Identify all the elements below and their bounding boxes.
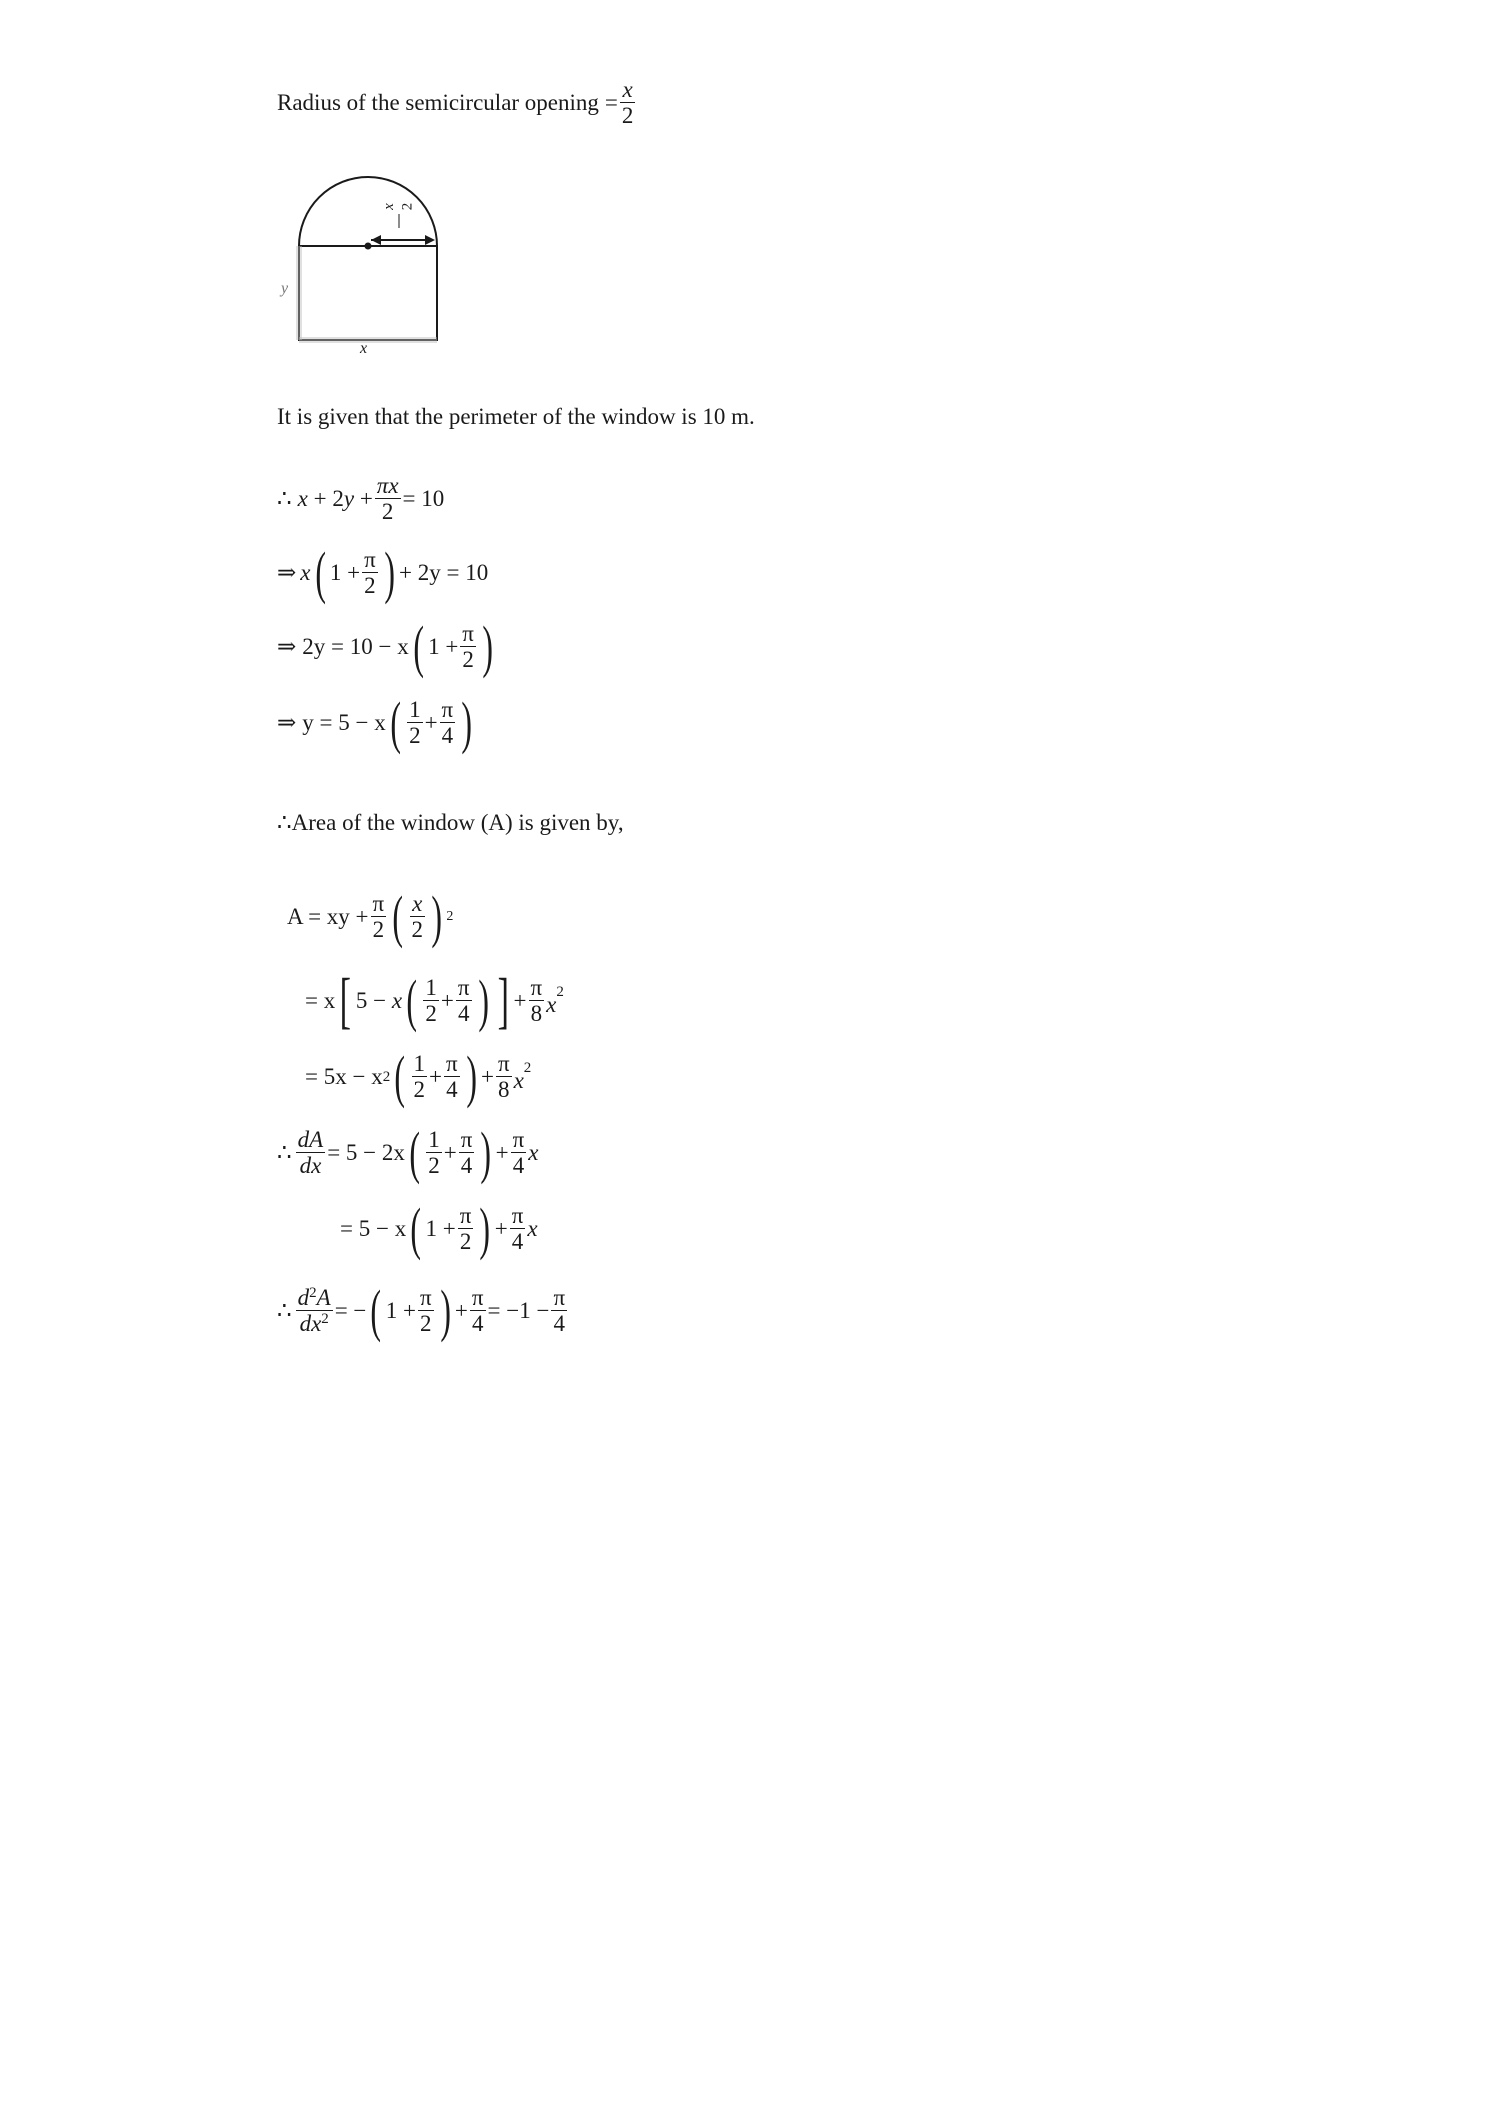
equation-step-4: ⇒ y = 5 − x ( $\frac{1}{2}$ + $\frac{\pi}{4}$ )	[277, 690, 473, 755]
equals-sign: =	[604, 90, 618, 116]
eq4-lhs: y = 5 − x	[302, 710, 386, 735]
window-diagram	[275, 168, 455, 358]
area-equation: A = xy + $\frac{\pi}{2}$ ( $\frac{x}{2}$ ) 2	[287, 884, 454, 949]
derivative-step-1: ∴ $\frac{dA}{dx}$ = 5 − 2x ( $\frac{1}{2}$ + $\frac{\pi}{4}$ ) + $\frac{\pi}{4}$ x	[277, 1120, 539, 1185]
area-lhs: A = xy +	[287, 904, 369, 929]
equation-perimeter: ∴ x + 2y + $\frac{\pi x}{2}$ = 10	[277, 473, 445, 525]
eq3-lhs: 2y = 10 − x	[302, 634, 409, 659]
eq1-rhs: = 10	[402, 486, 445, 512]
derivative-step-2: = 5 − x ( 1 + $\frac{\pi}{2}$ ) + $\frac{\pi}{4}$ x	[340, 1196, 538, 1261]
therefore-symbol: ∴	[277, 486, 292, 512]
radius-label: Radius of the semicircular opening	[277, 90, 599, 116]
center-dot	[365, 243, 372, 250]
figure-radius-num: x	[380, 203, 397, 210]
figure-radius-den: 2	[399, 202, 416, 211]
implies-symbol: ⇒	[277, 560, 297, 585]
a2-lhs: = x	[305, 988, 336, 1013]
arrow-head-left	[371, 235, 381, 245]
figure-width-label: x	[360, 340, 368, 357]
semicircle-arc	[299, 177, 437, 246]
d2-lhs: = 5 − x	[340, 1216, 407, 1241]
equation-step-3: ⇒ 2y = 10 − x ( 1 + $\frac{\pi}{2}$ )	[277, 614, 493, 679]
window-rectangle	[299, 246, 437, 340]
a3-lhs: = 5x − x	[305, 1064, 383, 1089]
figure-height-label: y	[281, 280, 289, 297]
d3-rhs: = −1 −	[487, 1298, 550, 1323]
eq2-rhs: + 2y = 10	[399, 560, 489, 585]
arrow-head-right	[425, 235, 435, 245]
area-step-3: = 5x − x 2 ( $\frac{1}{2}$ + $\frac{\pi}{4}$ ) + $\frac{\pi}{8}$ $x^2$	[305, 1044, 532, 1109]
radius-statement	[277, 78, 637, 128]
d1-rhs: = 5 − 2x	[327, 1140, 405, 1165]
second-derivative: ∴ $\frac{d^2A}{dx^2}$ = − ( 1 + $\frac{\pi}{2}$ ) + $\frac{\pi}{4}$ = −1 − $\frac{\pi}{4}$	[277, 1278, 566, 1343]
equation-step-2: ⇒ x ( 1 + $\frac{\pi}{2}$ ) + 2y = 10	[277, 540, 489, 605]
area-statement: ∴ Area of the window (A) is given by,	[277, 810, 624, 835]
area-step-2: = x [ 5 − x ( $\frac{1}{2}$ + $\frac{\pi}{4}$ ) ] + $\frac{\pi}{8}$ $x^2$	[305, 967, 564, 1035]
radius-fraction: $\frac{x}{2}$	[621, 77, 634, 129]
perimeter-sentence: It is given that the perimeter of the window is 10 m.	[277, 404, 755, 429]
area-sentence: Area of the window (A) is given by,	[291, 810, 624, 835]
